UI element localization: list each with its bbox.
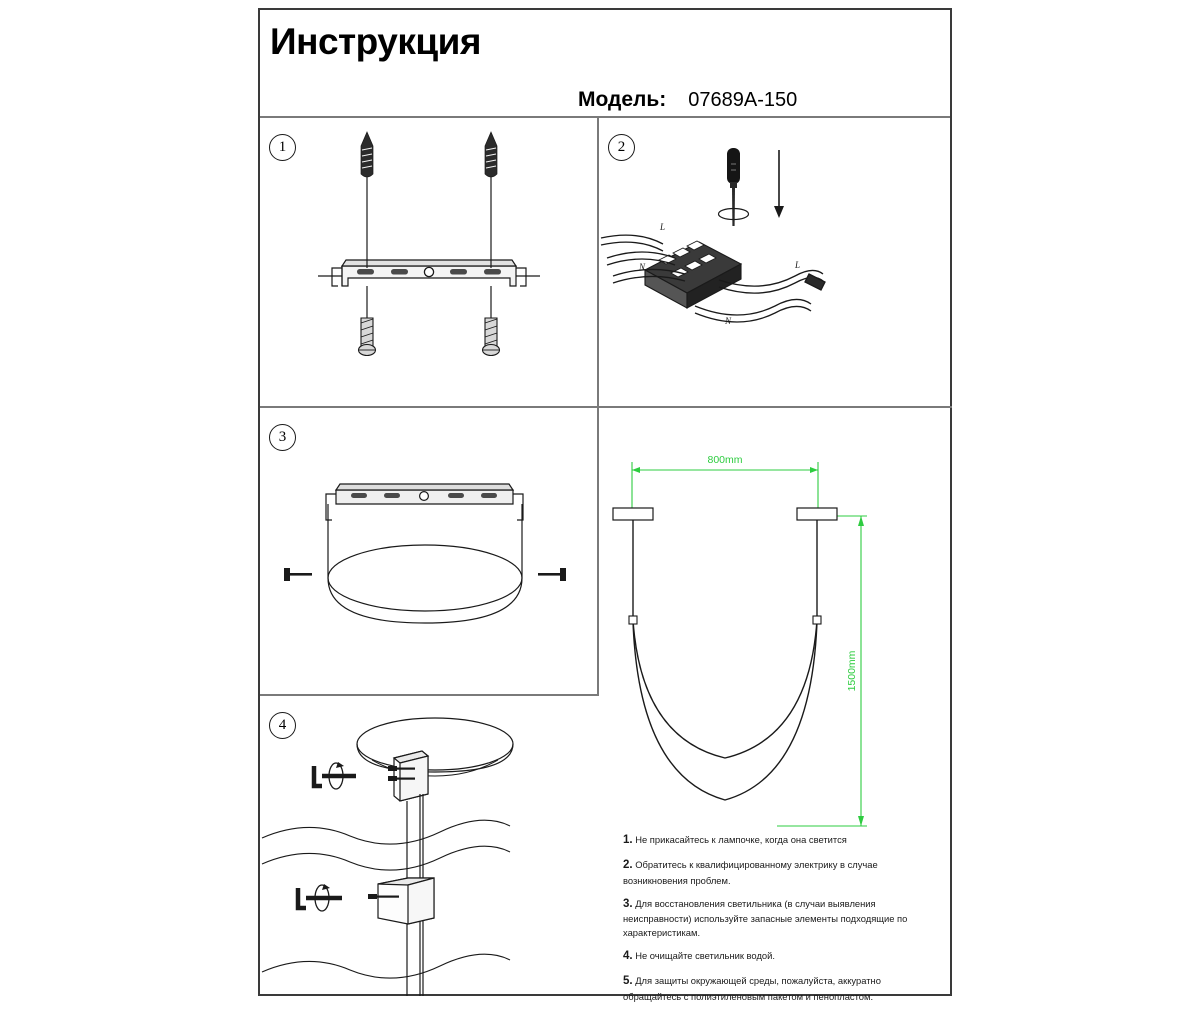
step-number-3: 3	[269, 424, 296, 451]
model-row	[578, 88, 797, 112]
step-number-2: 2	[608, 134, 635, 161]
panel-step-2	[599, 118, 952, 406]
note-text: Для восстановления светильника (в случаи выявления неисправности) используйте запасные элементы подходящие по характеристикам.	[623, 898, 908, 938]
note-item	[623, 973, 935, 1003]
suspension-drawing	[599, 408, 952, 828]
note-item	[623, 948, 935, 964]
note-text: Для защиты окружающей среды, пожалуйста, аккуратно обращайтесь с полиэтиленовым пакетом и пенопластом.	[623, 975, 881, 1002]
panel-step-1	[260, 118, 597, 406]
page-title: Инструкция	[270, 21, 481, 62]
mounting-bracket-illustration	[260, 118, 597, 406]
step-number-1: 1	[269, 134, 296, 161]
suspension-cables	[633, 520, 817, 800]
wire-label-live-out: L	[795, 260, 801, 270]
ceiling-mount-right	[797, 508, 837, 520]
note-text: Обратитесь к квалифицированному электрику в случае возникновения проблем.	[623, 859, 878, 886]
screwdriver-icon	[719, 148, 749, 226]
note-number: 2.	[623, 859, 633, 872]
wire-label-neutral-in: N	[639, 262, 646, 272]
side-screw-left	[284, 568, 312, 581]
panel-step-3	[260, 408, 597, 694]
wiring-terminal-illustration	[599, 118, 952, 406]
width-dimension-label: 800mm	[707, 454, 743, 466]
model-label: Модель:	[578, 88, 667, 111]
height-dimension-label: 1500mm	[846, 650, 858, 692]
side-screw-right	[538, 568, 566, 581]
header	[260, 10, 950, 118]
cable-clamp-left	[629, 616, 637, 624]
note-item	[623, 896, 935, 939]
note-number: 1.	[623, 834, 633, 846]
note-number: 4.	[623, 950, 633, 963]
wire-label-neutral-out: N	[725, 316, 732, 326]
cable-clamp-right	[813, 616, 821, 624]
ceiling-mount-left	[613, 508, 653, 520]
model-value: 07689A-150	[688, 89, 798, 111]
note-item	[623, 832, 935, 848]
hex-key-icon-upper	[314, 762, 356, 789]
hex-key-icon-lower	[298, 884, 342, 911]
wire-label-live-in: L	[660, 222, 666, 232]
note-item	[623, 857, 935, 887]
canopy-assembly-illustration	[260, 408, 597, 694]
cable-adjustment-illustration	[260, 696, 597, 996]
note-number: 5.	[623, 975, 633, 988]
note-text: Не прикасайтесь к лампочке, когда она светится	[635, 834, 847, 845]
note-number: 3.	[623, 898, 633, 910]
panel-step-4	[260, 696, 597, 996]
instruction-sheet	[258, 8, 952, 1002]
safety-notes-list	[623, 832, 935, 1012]
step-number-4: 4	[269, 712, 296, 739]
dimension-diagram	[599, 408, 952, 828]
down-arrow-icon	[774, 150, 784, 218]
note-text: Не очищайте светильник водой.	[635, 950, 775, 962]
